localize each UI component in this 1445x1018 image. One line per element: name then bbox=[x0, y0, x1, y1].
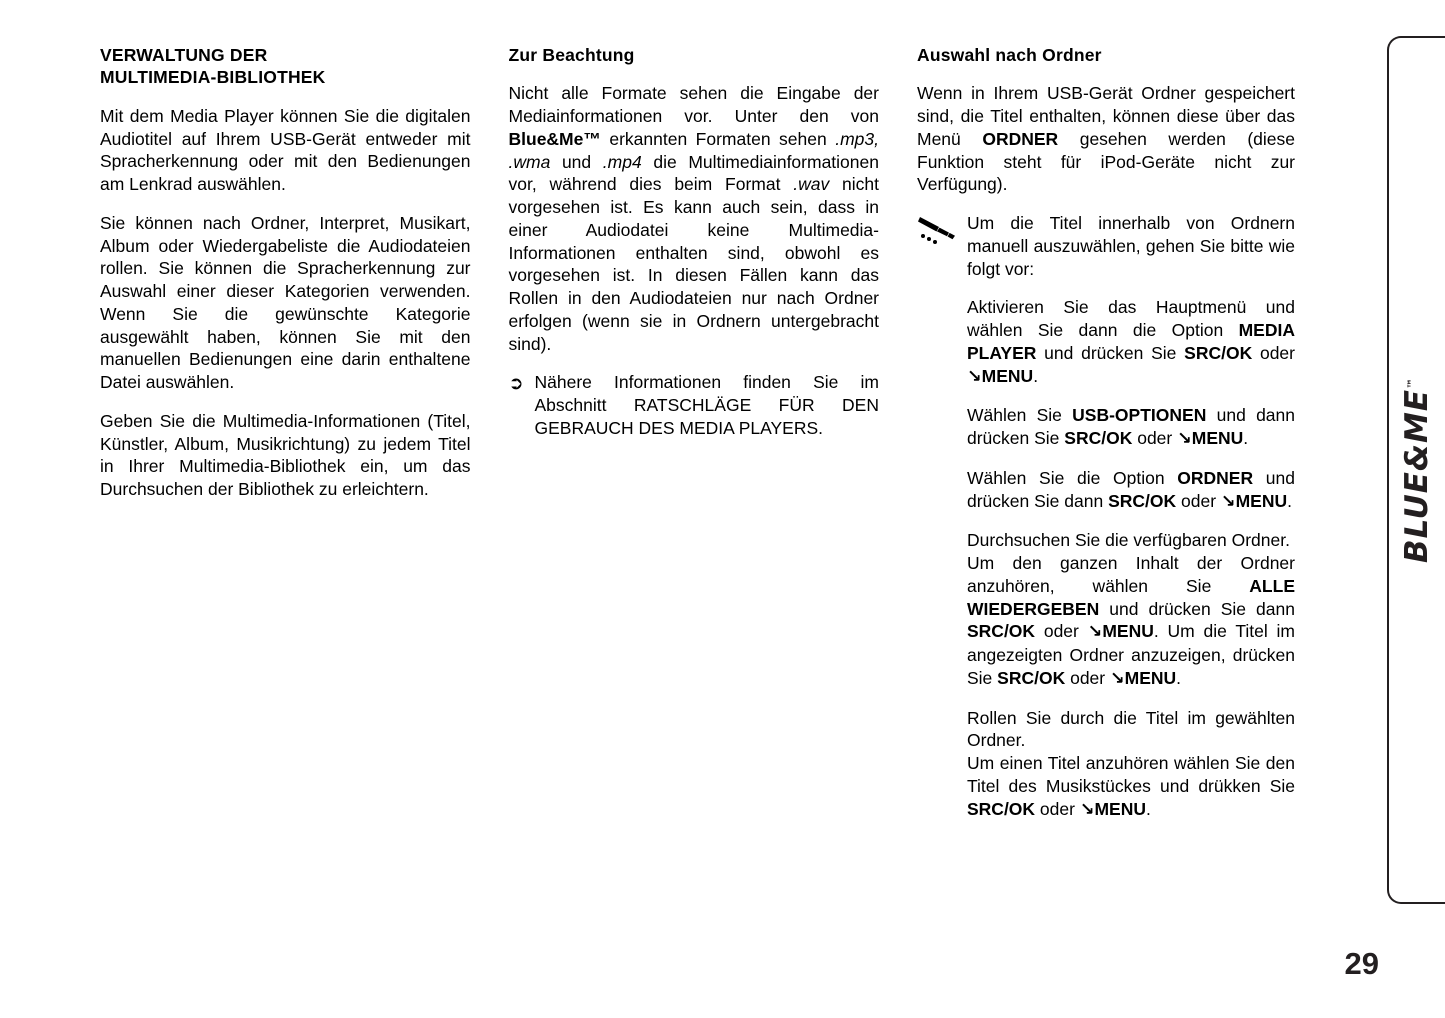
s4-part3: oder bbox=[1035, 621, 1088, 642]
s2-bold-srcok: SRC/OK bbox=[1064, 428, 1133, 449]
step-4 bbox=[967, 529, 1295, 690]
s5-part1: Um einen Titel anzuhören wählen Sie den Titel des Musikstückes und drükken Sie bbox=[967, 753, 1295, 796]
step-2 bbox=[967, 404, 1295, 451]
s3-part1: Wählen Sie die Option bbox=[967, 467, 1178, 488]
s5-bold-srcok: SRC/OK bbox=[967, 798, 1036, 819]
column-two bbox=[509, 44, 880, 944]
s2-bold-usb-optionen: USB-OPTIONEN bbox=[1072, 405, 1207, 426]
s4-bold-srcok-2: SRC/OK bbox=[997, 667, 1066, 688]
side-tab-blueme bbox=[1387, 36, 1445, 904]
c3-p1-bold-ordner: ORDNER bbox=[982, 128, 1059, 149]
s5-bold-menu: MENU bbox=[1094, 798, 1147, 819]
s4-part1: Um den ganzen Inhalt der Ordner anzuhören, wählen Sie bbox=[967, 553, 1295, 596]
step-5 bbox=[967, 707, 1295, 822]
s3-part2: und drücken Sie dann bbox=[967, 467, 1295, 511]
step-1 bbox=[967, 296, 1295, 388]
menu-knob-icon: ↘ bbox=[1109, 668, 1125, 689]
s4-bold-menu: MENU bbox=[1102, 621, 1154, 642]
s4-bold-menu-2: MENU bbox=[1124, 667, 1177, 688]
c2-p2-text: Nähere Informationen finden Sie im Abschnitt RATSCHLÄGE FÜR DEN GEBRAUCH DES MEDIA PLAYERS. bbox=[534, 372, 879, 438]
c3-p1-part2: gesehen werden (diese Funktion steht für iPod-Geräte nicht zur Verfügung). bbox=[917, 128, 1296, 195]
paragraph-c2-crossref bbox=[509, 371, 880, 439]
s1-bold-srcok: SRC/OK bbox=[1184, 342, 1253, 363]
s1-part4: . bbox=[1033, 365, 1039, 386]
menu-knob-icon: ↘ bbox=[967, 366, 982, 387]
note-block bbox=[917, 212, 1295, 280]
c2-p1-part1: Nicht alle Formate sehen die Eingabe der Mediainformationen vor. Unter den von bbox=[508, 83, 879, 127]
paragraph-c1-p1: Mit dem Media Player können Sie die digitalen Audiotitel auf Ihrem USB-Gerät entweder mit Spracherkennung oder mit den Bedienungen am Lenkrad auswählen. bbox=[100, 105, 471, 195]
section-heading-folder-selection: Auswahl nach Ordner bbox=[917, 45, 1102, 65]
arrow-bullet-icon: ➲ bbox=[508, 373, 524, 394]
step-4-text bbox=[967, 552, 1295, 691]
s1-part2: und drücken Sie bbox=[1036, 342, 1185, 363]
s1-part1: Aktivieren Sie das Hauptmenü und wählen Sie dann die Option bbox=[967, 297, 1295, 341]
c2-p1-bold-blueme: Blue&Me™ bbox=[508, 128, 601, 149]
s3-part3: oder bbox=[1176, 490, 1221, 511]
s3-bold-ordner: ORDNER bbox=[1177, 467, 1254, 488]
s1-bold-media-player: MEDIA PLAYER bbox=[967, 320, 1295, 363]
section-heading-note: Zur Beachtung bbox=[508, 45, 635, 65]
s4-part6: . bbox=[1176, 667, 1182, 688]
column-three bbox=[917, 44, 1295, 944]
step-4-line1: Durchsuchen Sie die verfügbaren Ordner. bbox=[967, 530, 1290, 551]
paragraph-c2-p1 bbox=[509, 82, 880, 355]
heading-line-2: MULTIMEDIA-BIBLIOTHEK bbox=[100, 67, 326, 88]
s5-part3: . bbox=[1146, 798, 1151, 819]
column-one bbox=[100, 44, 471, 944]
s4-part5: oder bbox=[1065, 667, 1110, 688]
c2-p1-part2: erkannten Formaten sehen bbox=[600, 128, 836, 149]
s3-part4: . bbox=[1287, 490, 1292, 511]
s4-bold-alle-wiedergeben: ALLE WIEDERGEBEN bbox=[967, 575, 1295, 619]
menu-knob-icon: ↘ bbox=[1079, 799, 1095, 820]
side-tab-trademark: ™ bbox=[1405, 376, 1419, 389]
section-heading-multimedia-library bbox=[100, 44, 471, 89]
step-5-text bbox=[967, 752, 1295, 821]
s3-bold-srcok: SRC/OK bbox=[1108, 490, 1177, 511]
s1-part3: oder bbox=[1252, 342, 1295, 363]
c2-p1-part4: die Multimediainformationen vor, während dies beim Format bbox=[508, 151, 879, 195]
menu-knob-icon: ↘ bbox=[1177, 429, 1192, 450]
note-text: Um die Titel innerhalb von Ordnern manuell auszuwählen, gehen Sie bitte wie folgt vor: bbox=[967, 213, 1295, 279]
s2-part2: und dann drücken Sie bbox=[967, 405, 1295, 449]
step-3-text bbox=[967, 467, 1295, 514]
s2-part4: . bbox=[1243, 428, 1249, 449]
step-5-line1: Rollen Sie durch die Titel im gewählten Ordner. bbox=[967, 707, 1295, 751]
c2-p1-italic-mp3wma: .mp3, .wma bbox=[508, 128, 879, 172]
s2-part1: Wählen Sie bbox=[967, 405, 1073, 426]
page-number: 29 bbox=[1344, 946, 1379, 981]
c3-p1-part1: Wenn in Ihrem USB-Gerät Ordner gespeichert sind, die Titel enthalten, können diese über das Menü bbox=[917, 83, 1295, 149]
paragraph-c1-p3: Geben Sie die Multimedia-Informationen (Titel, Künstler, Album, Musikrichtung) zu jedem Titel in Ihrer Multimedia-Bibliothek ein, um das Durchsuchen der Bibliothek zu erleichtern. bbox=[100, 410, 471, 500]
s5-part2: oder bbox=[1035, 798, 1080, 819]
s2-part3: oder bbox=[1132, 428, 1178, 449]
paragraph-c3-p1 bbox=[917, 82, 1295, 196]
c2-p1-part3: und bbox=[550, 151, 603, 172]
page-columns bbox=[100, 44, 1295, 944]
s4-part4: . Um die Titel im angezeigten Ordner anzuzeigen, drücken Sie bbox=[967, 621, 1295, 688]
c2-p1-italic-wav: .wav bbox=[793, 174, 830, 195]
step-1-text bbox=[967, 296, 1295, 388]
side-tab-text-value: BLUE&ME bbox=[1399, 388, 1435, 564]
pencil-icon bbox=[917, 214, 957, 248]
s1-bold-menu: MENU bbox=[981, 365, 1034, 386]
c2-p1-part5: nicht vorgesehen ist. Es kann auch sein, dass in einer Audiodatei keine Multimedia-Informationen enthalten sind, obwohl es vorgesehen ist. In diesen Fällen kann das Rollen in den Audiodateien nur nach Ordner erfolgen (wenn sie in Ordnern untergebracht sind). bbox=[508, 174, 880, 354]
s4-bold-srcok: SRC/OK bbox=[967, 621, 1036, 642]
step-3 bbox=[967, 467, 1295, 514]
s4-part2: und drücken Sie dann bbox=[1099, 598, 1295, 619]
paragraph-c1-p2: Sie können nach Ordner, Interpret, Musikart, Album oder Wiedergabeliste die Audiodateien rollen. Sie können die Spracherkennung zur Auswahl einer dieser Kategorien verwenden. Wenn Sie die gewünschte Kategorie ausgewählt haben, können Sie mit den manuellen Bedienungen eine darin enthaltene Datei auswählen. bbox=[100, 212, 471, 393]
s3-bold-menu: MENU bbox=[1235, 490, 1288, 511]
step-2-text bbox=[967, 404, 1295, 451]
menu-knob-icon: ↘ bbox=[1220, 491, 1236, 512]
menu-knob-icon: ↘ bbox=[1087, 622, 1103, 643]
s2-bold-menu: MENU bbox=[1191, 428, 1244, 449]
c2-p1-italic-mp4: .mp4 bbox=[602, 151, 642, 172]
side-tab-label bbox=[1399, 377, 1435, 563]
heading-line-1: VERWALTUNG DER bbox=[100, 45, 268, 65]
